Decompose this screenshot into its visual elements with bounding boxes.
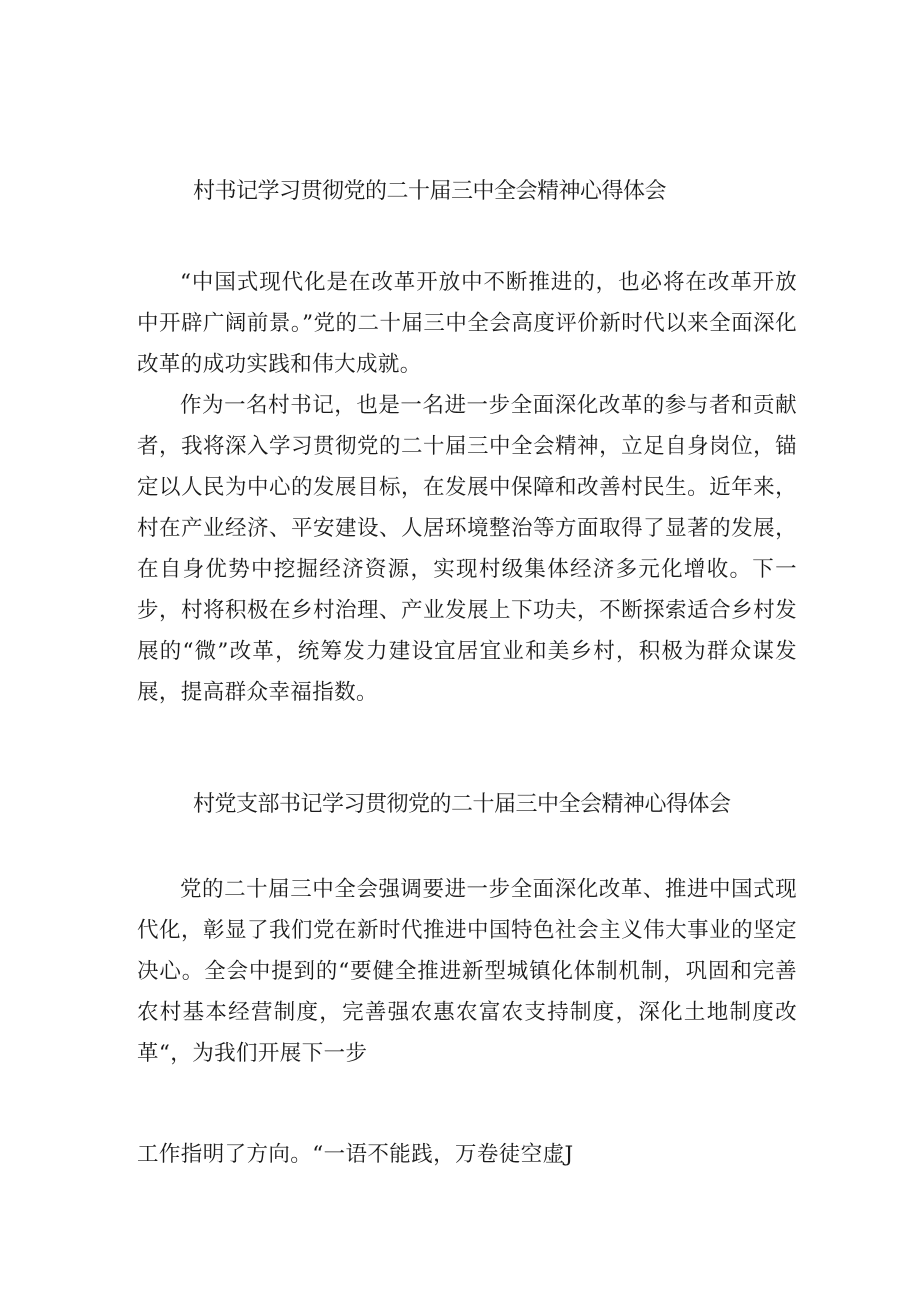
section-title: 村书记学习贯彻党的二十届三中全会精神心得体会 — [193, 179, 667, 204]
paragraph: 工作指明了方向。“一语不能践，万卷徒空虚J — [137, 1142, 574, 1167]
paragraph: 作为一名村书记，也是一名进一步全面深化改革的参与者和贡献者，我将深入学习贯彻党的二十届三中全会精神，立足自身岗位，锚定以人民为中心的发展目标，在发展中保障和改善村民生。近年来，村在产业经济、平安建设、人居环境整治等方面取得了显著的发展，在自身优势中挖掘经济资源，实现村级集体经济多元化增收。下一步，村将积极在乡村治理、产业发展上下功夫，不断探索适合乡村发展的“微”改革，统筹发力建设宜居宜业和美乡村，积极为群众谋发展，提高群众幸福指数。 — [137, 393, 797, 705]
section-title: 村党支部书记学习贯彻党的二十届三中全会精神心得体会 — [193, 792, 731, 817]
paragraph: 党的二十届三中全会强调要进一步全面深化改革、推进中国式现代化，彰显了我们党在新时代推进中国特色社会主义伟大事业的坚定决心。全会中提到的“要健全推进新型城镇化体制机制，巩固和完善农村基本经营制度，完善强农惠农富农支持制度，深化土地制度改革“，为我们开展下一步 — [137, 877, 797, 1066]
paragraph: “中国式现代化是在改革开放中不断推进的，也必将在改革开放中开辟广阔前景。”党的二十届三中全会高度评价新时代以来全面深化改革的成功实践和伟大成就。 — [137, 270, 797, 377]
